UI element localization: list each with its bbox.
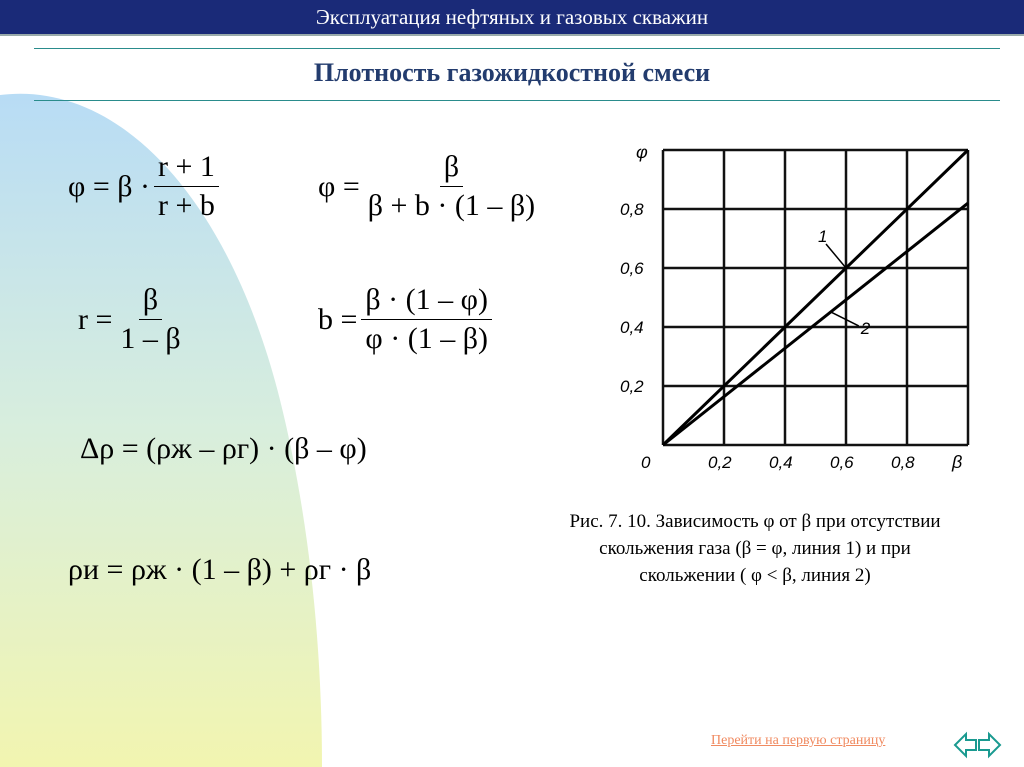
x-tick-label: 0,6 bbox=[830, 453, 854, 472]
prev-arrow-icon[interactable] bbox=[955, 734, 976, 756]
formula-rho-mix: ρи = ρж · (1 – β) + ρг · β bbox=[68, 553, 372, 586]
first-page-link[interactable]: Перейти на первую страницу bbox=[711, 733, 886, 748]
y-tick-label: 0,4 bbox=[620, 318, 644, 337]
formula-r: r = $\frac{\beta}{1 - \beta}$ bbox=[78, 283, 181, 355]
x-tick-label: 0,4 bbox=[769, 453, 793, 472]
y-axis-label: φ bbox=[636, 142, 648, 162]
x-tick-label: 0,8 bbox=[891, 453, 915, 472]
header-bar bbox=[0, 0, 1024, 36]
slide-title: Плотность газожидкостной смеси bbox=[313, 58, 711, 87]
x-tick-label: 0,2 bbox=[708, 453, 732, 472]
chart bbox=[600, 130, 990, 490]
divider bbox=[34, 100, 1000, 101]
series-label-1: 1 bbox=[818, 227, 828, 246]
formula-b: b = $\frac{\beta \cdot (1 - \varphi)}{\varphi \cdot (1 - \beta)}$ bbox=[318, 283, 496, 356]
series-label-2: 2 bbox=[860, 318, 871, 338]
formula-phi-b: φ = $\frac{\beta}{\beta + b \cdot (1 - \beta)}$ bbox=[318, 150, 536, 222]
x-axis-label: β bbox=[952, 452, 963, 472]
formula-delta-rho: Δρ = (ρж – ρг) · (β – φ) bbox=[80, 432, 367, 465]
y-tick-label: 0,2 bbox=[620, 377, 644, 396]
series-line-2 bbox=[663, 203, 968, 445]
series-leader-1 bbox=[826, 244, 846, 268]
series-line-1 bbox=[663, 150, 968, 445]
formula-phi-r: φ = β · $\frac{r + 1}{r + b}$ bbox=[68, 150, 223, 223]
y-tick-label: 0,8 bbox=[620, 200, 644, 219]
next-arrow-icon[interactable] bbox=[979, 734, 1000, 756]
header-title: Эксплуатация нефтяных и газовых скважин bbox=[315, 5, 709, 29]
divider bbox=[34, 48, 1000, 49]
figure-caption: Рис. 7. 10. Зависимость φ от β при отсутствии скольжения газа (β = φ, линия 1) и при скольжении ( φ < β, линия 2) bbox=[569, 511, 941, 586]
y-tick-label: 0,6 bbox=[620, 259, 644, 278]
x-tick-label: 0 bbox=[641, 453, 651, 472]
